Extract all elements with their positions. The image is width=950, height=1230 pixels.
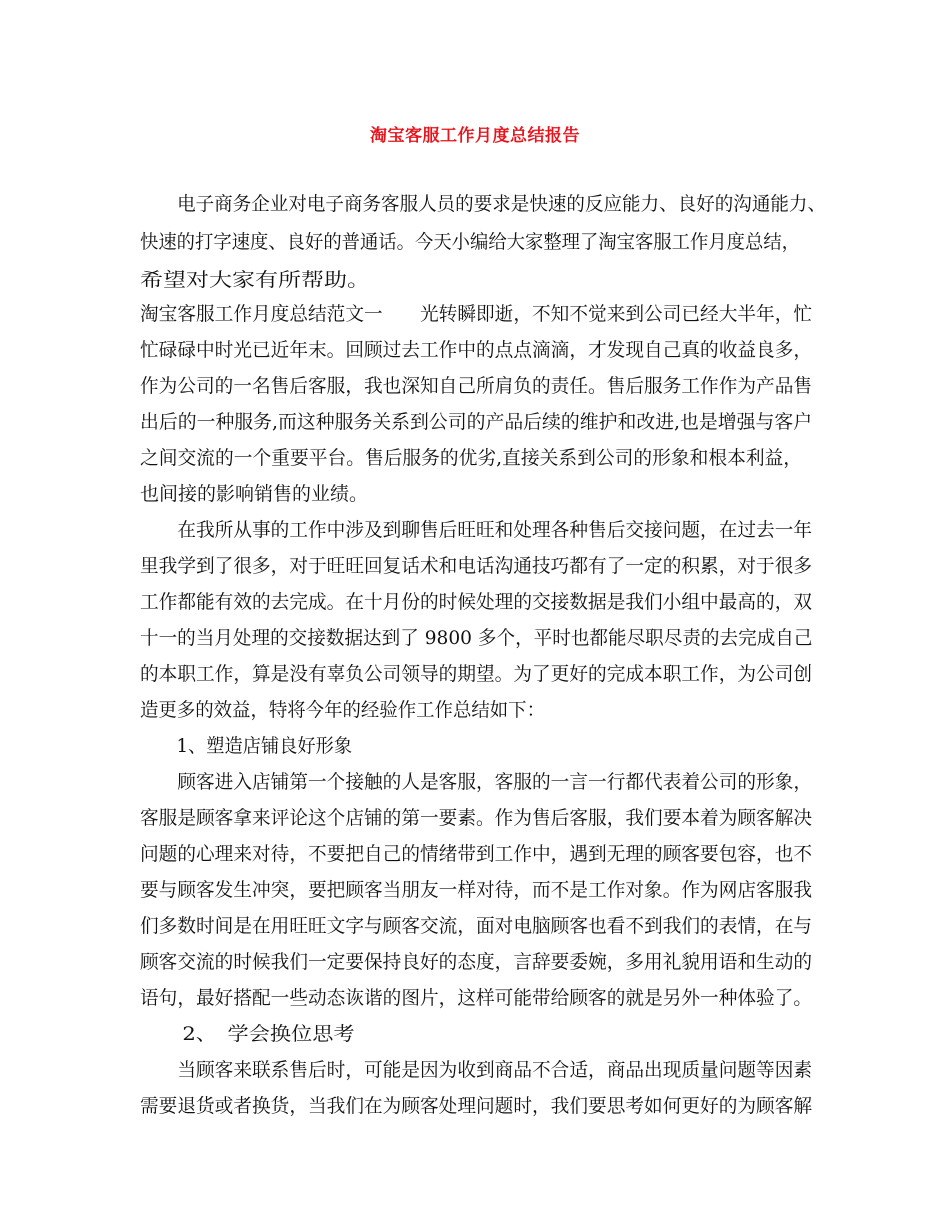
body-line: 2、 学会换位思考 <box>140 1023 355 1045</box>
body-line: 当顾客来联系售后时，可能是因为收到商品不合适，商品出现质量问题等因素 <box>140 1059 813 1081</box>
body-line: 要与顾客发生冲突，要把顾客当朋友一样对待，而不是工作对象。作为网店客服我 <box>140 879 813 901</box>
body-line: 里我学到了很多，对于旺旺回复话术和电话沟通技巧都有了一定的积累，对于很多 <box>140 555 813 577</box>
body-line: 顾客进入店铺第一个接触的人是客服，客服的一言一行都代表着公司的形象， <box>140 771 813 793</box>
body-line: 工作都能有效的去完成。在十月份的时候处理的交接数据是我们小组中最高的，双 <box>140 591 813 613</box>
body-line: 之间交流的一个重要平台。售后服务的优劣,直接关系到公司的形象和根本利益， <box>140 447 803 469</box>
body-line: 快速的打字速度、良好的普通话。今天小编给大家整理了淘宝客服工作月度总结， <box>140 231 801 253</box>
body-line: 们多数时间是在用旺旺文字与顾客交流，面对电脑顾客也看不到我们的表情，在与 <box>140 915 813 937</box>
body-line: 电子商务企业对电子商务客服人员的要求是快速的反应能力、良好的沟通能力、 <box>140 193 827 215</box>
body-line: 顾客交流的时候我们一定要保持良好的态度，言辞要委婉，多用礼貌用语和生动的 <box>140 951 813 973</box>
body-line: 的本职工作，算是没有辜负公司领导的期望。为了更好的完成本职工作，为公司创 <box>140 663 813 685</box>
body-line: 需要退货或者换货，当我们在为顾客处理问题时，我们要思考如何更好的为顾客解 <box>140 1095 813 1117</box>
body-line: 希望对大家有所帮助。 <box>140 269 371 291</box>
body-line: 造更多的效益，特将今年的经验作工作总结如下： <box>140 699 546 721</box>
body-line: 作为公司的一名售后客服，我也深知自己所肩负的责任。售后服务工作作为产品售 <box>140 375 813 397</box>
body-line: 也间接的影响销售的业绩。 <box>140 483 369 505</box>
body-line: 1、塑造店铺良好形象 <box>140 735 353 757</box>
body-line: 客服是顾客拿来评论这个店铺的第一要素。作为售后客服，我们要本着为顾客解决 <box>140 807 813 829</box>
body-line: 忙碌碌中时光已近年末。回顾过去工作中的点点滴滴，才发现自己真的收益良多， <box>140 339 813 361</box>
body-line: 问题的心理来对待，不要把自己的情绪带到工作中，遇到无理的顾客要包容，也不 <box>140 843 813 865</box>
body-line: 淘宝客服工作月度总结范文一 光转瞬即逝，不知不觉来到公司已经大半年，忙 <box>140 303 813 325</box>
body-line: 十一的当月处理的交接数据达到了 9800 多个，平时也都能尽职尽责的去完成自己 <box>140 627 813 649</box>
body-line: 在我所从事的工作中涉及到聊售后旺旺和处理各种售后交接问题，在过去一年 <box>140 519 813 541</box>
body-line: 出后的一种服务,而这种服务关系到公司的产品后续的维护和改进,也是增强与客户 <box>140 411 813 433</box>
document-title: 淘宝客服工作月度总结报告 <box>370 126 580 146</box>
body-line: 语句，最好搭配一些动态诙谐的图片，这样可能带给顾客的就是另外一种体验了。 <box>140 987 813 1009</box>
